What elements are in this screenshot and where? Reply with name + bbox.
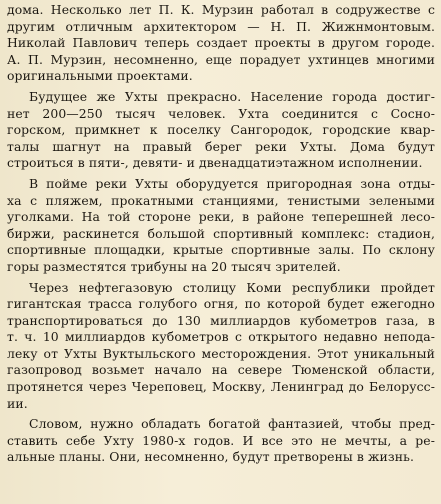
text-line: талы шагнут на правый берег реки Ухты. Дома будут — [7, 138, 435, 154]
paragraph — [7, 89, 435, 172]
text-line: леку от Ухты Вуктыльского месторождения. Этот уникальный — [7, 345, 435, 361]
text-line: горском, примкнет к поселку Сангородок, городские квар- — [7, 122, 435, 138]
text-line: спортивные площадки, крытые спортивные залы. По склону — [7, 242, 435, 258]
paragraph — [7, 2, 435, 85]
text-line: гигантская трасса голубого огня, по которой будет ежегодно — [7, 296, 435, 312]
page-text — [7, 2, 435, 466]
text-line: Будущее же Ухты прекрасно. Население города достиг- — [29, 88, 435, 104]
text-line: альные планы. Они, несомненно, будут претворены в жизнь. — [7, 449, 415, 465]
text-line: протянется через Череповец, Москву, Ленинград до Белорусс- — [7, 379, 435, 395]
text-line: другим отличным архитектором — Н. П. Жижнмонтовым. — [7, 18, 435, 34]
text-line: строиться в пяти-, девяти- и двенадцатиэтажном исполнении. — [7, 155, 423, 171]
text-line: ии. — [7, 395, 28, 411]
text-line: транспортироваться до 130 миллиардов кубометров газа, в — [7, 312, 435, 328]
text-line: оригинальными проектами. — [7, 68, 193, 84]
paragraph — [7, 176, 435, 276]
text-line: ставить себе Ухту 1980-х годов. И все это не мечты, а ре- — [7, 432, 435, 448]
text-line: Николай Павлович теперь создает проекты в другом городе. — [7, 35, 435, 51]
text-line: ха с пляжем, прокатными станциями, тенистыми зелеными — [7, 192, 435, 208]
text-line: биржи, раскинется большой спортивный комплекс: стадион, — [7, 225, 435, 241]
text-line: газопровод возьмет начало на севере Тюменской области, — [7, 362, 435, 378]
paragraph — [7, 280, 435, 413]
text-line: горы разместятся трибуны на 20 тысяч зрителей. — [7, 258, 341, 274]
text-line: В пойме реки Ухты оборудуется пригородная зона отды- — [29, 175, 435, 191]
text-line: т. ч. 10 миллиардов кубометров с открытого недавно непода- — [7, 329, 435, 345]
text-line: дома. Несколько лет П. К. Мурзин работал в содружестве с — [7, 2, 435, 17]
text-line: Через нефтегазовую столицу Коми республики пройдет — [29, 279, 435, 295]
paragraph — [7, 416, 435, 466]
text-line: уголками. На той стороне реки, в районе теперешней лесо- — [7, 209, 435, 225]
text-line: А. П. Мурзин, несомненно, еще порадует ухтинцев многими — [7, 51, 435, 67]
text-line: нет 200—250 тысяч человек. Ухта соединится с Сосно- — [7, 105, 435, 121]
text-line: Словом, нужно обладать богатой фантазией, чтобы пред- — [29, 416, 435, 432]
